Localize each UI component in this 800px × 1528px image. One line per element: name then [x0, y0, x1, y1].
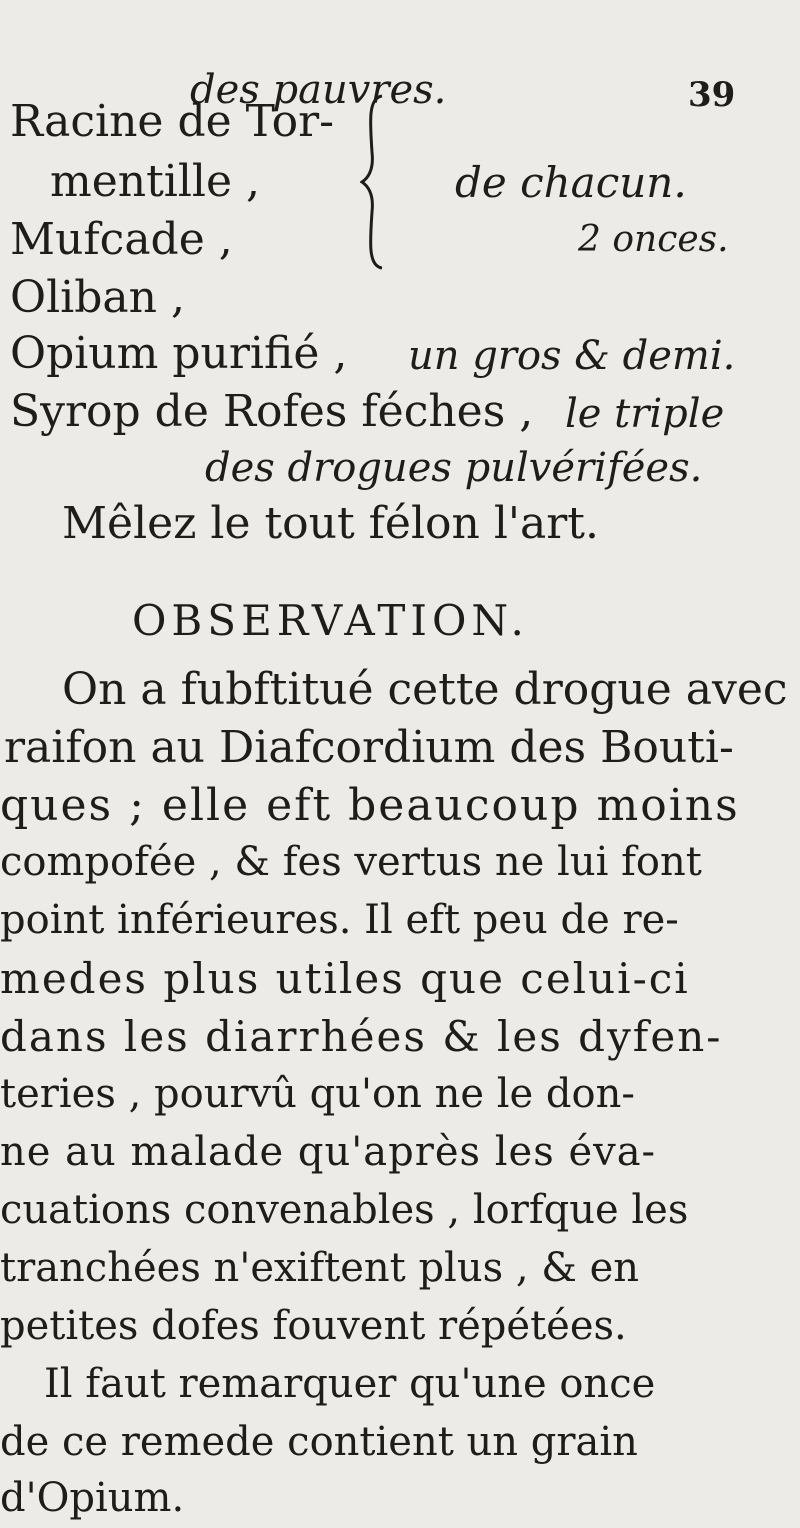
brace-mark [360, 92, 386, 272]
recipe-line-oliban: Oliban , [10, 272, 185, 323]
running-head: des pauvres. [190, 67, 447, 113]
recipe-line-opium: Opium purifié , [10, 328, 348, 379]
observation-line: teries , pourvû qu'on ne le don- [0, 1071, 635, 1117]
recipe-line-racine: Racine de Tor- [10, 96, 334, 147]
recipe-syrop-continued: des drogues pulvérifées. [205, 445, 703, 491]
observation-line: d'Opium. [0, 1475, 185, 1521]
observation-heading: OBSERVATION. [132, 596, 529, 645]
recipe-line-mentille: mentille , [50, 156, 261, 207]
observation-line: ne au malade qu'après les éva- [0, 1129, 657, 1175]
observation-line: de ce remede contient un grain [0, 1419, 638, 1465]
observation-line: raifon au Diafcordium des Bouti- [4, 722, 734, 773]
recipe-line-syrop: Syrop de Rofes féches , [10, 386, 534, 437]
recipe-instruction: Mêlez le tout félon l'art. [62, 498, 599, 549]
recipe-note-each: de chacun. [455, 158, 687, 207]
page-number: 39 [688, 75, 736, 115]
observation-line: Il faut remarquer qu'une once [44, 1361, 656, 1407]
recipe-opium-amount: un gros & demi. [408, 333, 736, 379]
observation-line: ques ; elle eft beaucoup moins [0, 780, 740, 831]
recipe-line-mufcade: Mufcade , [10, 214, 233, 265]
observation-line: cuations convenables , lorfque les [0, 1187, 689, 1233]
observation-line: tranchées n'exiftent plus , & en [0, 1245, 640, 1291]
observation-line: medes plus utiles que celui-ci [0, 954, 690, 1003]
observation-line: dans les diarrhées & les dyfen- [0, 1012, 723, 1061]
observation-line: point inférieures. Il eft peu de re- [0, 897, 679, 943]
observation-line: On a fubftitué cette drogue avec [62, 664, 788, 715]
recipe-note-amount: 2 onces. [578, 219, 729, 260]
observation-line: petites dofes fouvent répétées. [0, 1303, 627, 1349]
observation-line: compofée , & fes vertus ne lui font [0, 839, 702, 885]
recipe-syrop-amount: le triple [565, 391, 725, 437]
